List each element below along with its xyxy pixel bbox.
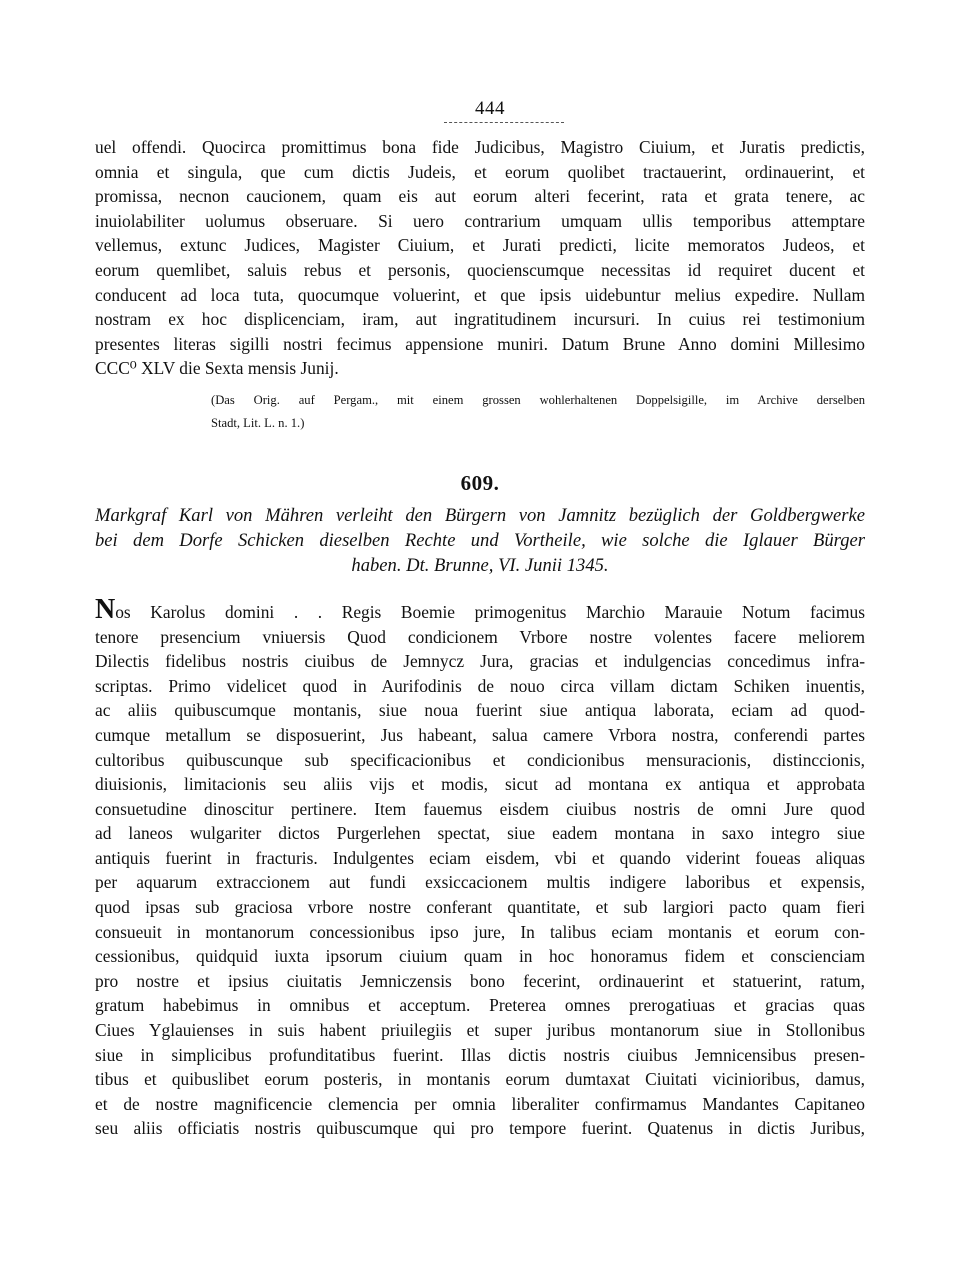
source-note-line: (Das Orig. auf Pergam., mit einem grossen wohlerhaltenen Doppelsigille, im Archive derselben bbox=[211, 392, 865, 407]
text-line: diuisionis, limitacionis seu aliis vijs et modis, sicut ad montana ex antiqua et approbata bbox=[95, 774, 865, 795]
title-line: haben. Dt. Brunne, VI. Junii 1345. bbox=[351, 554, 609, 576]
text-line: consueuit in montanorum concessionibus ipso jure, In talibus eciam montanis et eorum con- bbox=[95, 921, 865, 942]
text-line: ac aliis quibuscumque montanis, siue noua fuerint siue antiqua laborata, eciam ad quod- bbox=[95, 700, 865, 721]
page-number-rule bbox=[444, 122, 564, 123]
text-line: et de nostre magnificencie clemencia per omnia liberaliter confirmamus Mandantes Capitaneo bbox=[95, 1093, 865, 1114]
text-line: cumque metallum se disposuerint, Jus habeant, salua camere Vrbora nostra, conferendi partes bbox=[95, 724, 865, 745]
text-line: presentes literas sigilli nostri fecimus appensione muniri. Datum Brune Anno domini Millesimo bbox=[95, 333, 865, 354]
text-line: gratum habebimus in omnibus et acceptum. Preterea omnes prerogatiuas et gracias quas bbox=[95, 995, 865, 1016]
text-line: promissa, necnon caucionem, quam eis aut eorum alteri fecerint, rata et grata tenere, ac bbox=[95, 186, 865, 207]
text-line-rest: os Karolus domini . . Regis Boemie primogenitus Marchio Marauie Notum facimus bbox=[115, 601, 865, 622]
document-page bbox=[95, 98, 865, 1141]
text-line: CCC⁰ XLV die Sexta mensis Junij. bbox=[95, 358, 339, 379]
text-line: scriptas. Primo videlicet quod in Aurifodinis de nouo circa villam dictam Schiken inuentis, bbox=[95, 675, 865, 696]
text-line: siue in simplicibus profunditatibus fuerint. Illas dictis nostris ciuibus Jemnicensibus presen- bbox=[95, 1044, 865, 1065]
continuation-paragraph bbox=[95, 135, 865, 381]
text-line: cultoribus quibuscunque sub specificacionibus et condicionibus mensuracionis, distinccionis, bbox=[95, 749, 865, 770]
text-line: pro nostre et ipsius ciuitatis Jemniczensis bono fecerint, ordinauerint et statuerint, ratum, bbox=[95, 970, 865, 991]
text-line: quod ipsas sub graciosa vrbore nostre conferant quantitate, et sub largiori pacto quam fieri bbox=[95, 897, 865, 918]
text-line-first bbox=[95, 593, 865, 625]
text-line: tibus et quibuslibet eorum posteris, in montanis eorum dumtaxat Ciuitati vicinioribus, damus, bbox=[95, 1069, 865, 1090]
text-line: per aquarum extraccionem aut fundi exsiccacionem multis indigere laboribus et expensis, bbox=[95, 872, 865, 893]
text-line: inuiolabiliter uolumus obseruare. Si uero contrarium umquam ullis temporibus attemptare bbox=[95, 210, 865, 231]
text-line: nostram ex hoc displicenciam, iram, aut ingratitudinem incursuri. In cuius rei testimonium bbox=[95, 309, 865, 330]
title-line: Markgraf Karl von Mähren verleiht den Bürgern von Jamnitz bezüglich der Goldbergwerke bbox=[95, 504, 865, 526]
document-title bbox=[95, 503, 865, 578]
source-note-line: Stadt, Lit. L. n. 1.) bbox=[211, 415, 305, 430]
text-line: ad laneos wulgariter dictos Purgerlehen spectat, siue eadem montana in saxo integro siue bbox=[95, 823, 865, 844]
page-number: 444 bbox=[475, 98, 505, 119]
document-body bbox=[95, 593, 865, 1141]
text-line: Dilectis fidelibus nostris ciuibus de Jemnycz Jura, gracias et indulgencias concedimus infra- bbox=[95, 651, 865, 672]
text-line: Ciues Yglauienses in suis habent priuilegiis et super juribus montanorum siue in Stollonibus bbox=[95, 1020, 865, 1041]
text-line: uel offendi. Quocirca promittimus bona fide Judicibus, Magistro Ciuium, et Juratis predictis, bbox=[95, 137, 865, 157]
text-line: tenore presencium vniuersis Quod condicionem Vrbore nostre volentes facere meliorem bbox=[95, 626, 865, 647]
text-line: cessionibus, quidquid iuxta ipsorum ciuium quam in hoc honoramus fidem et conscienciam bbox=[95, 946, 865, 967]
text-line: omnia et singula, que cum dictis Judeis, et eorum quolibet tractauerint, ordinauerint, et bbox=[95, 161, 865, 182]
text-line: antiquis fuerint in fracturis. Indulgentes eciam eisdem, vbi et quando viderint foueas aliquas bbox=[95, 847, 865, 868]
text-line: consuetudine dinoscitur pertinere. Item fauemus eisdem ciuibus nostris de omni Jure quod bbox=[95, 798, 865, 819]
text-line: vellemus, extunc Judices, Magister Ciuium, et Jurati predicti, licite memoratos Judeos, et bbox=[95, 235, 865, 256]
text-line: conducent ad loca tuta, quocumque voluerint, et que ipsis uidebuntur melius expedire. Nullam bbox=[95, 284, 865, 305]
text-line: seu aliis officiatis nostris quibuscumque qui pro tempore fuerint. Quatenus in dictis Juribus, bbox=[95, 1118, 865, 1139]
source-note bbox=[211, 389, 865, 435]
document-number: 609. bbox=[460, 470, 500, 495]
text-line: eorum quemlibet, saluis rebus et personis, quocienscumque necessitas id requiret ducent et bbox=[95, 259, 865, 280]
initial-letter: N bbox=[95, 593, 116, 625]
title-line: bei dem Dorfe Schicken dieselben Rechte und Vortheile, wie solche die Iglauer Bürger bbox=[95, 529, 865, 551]
